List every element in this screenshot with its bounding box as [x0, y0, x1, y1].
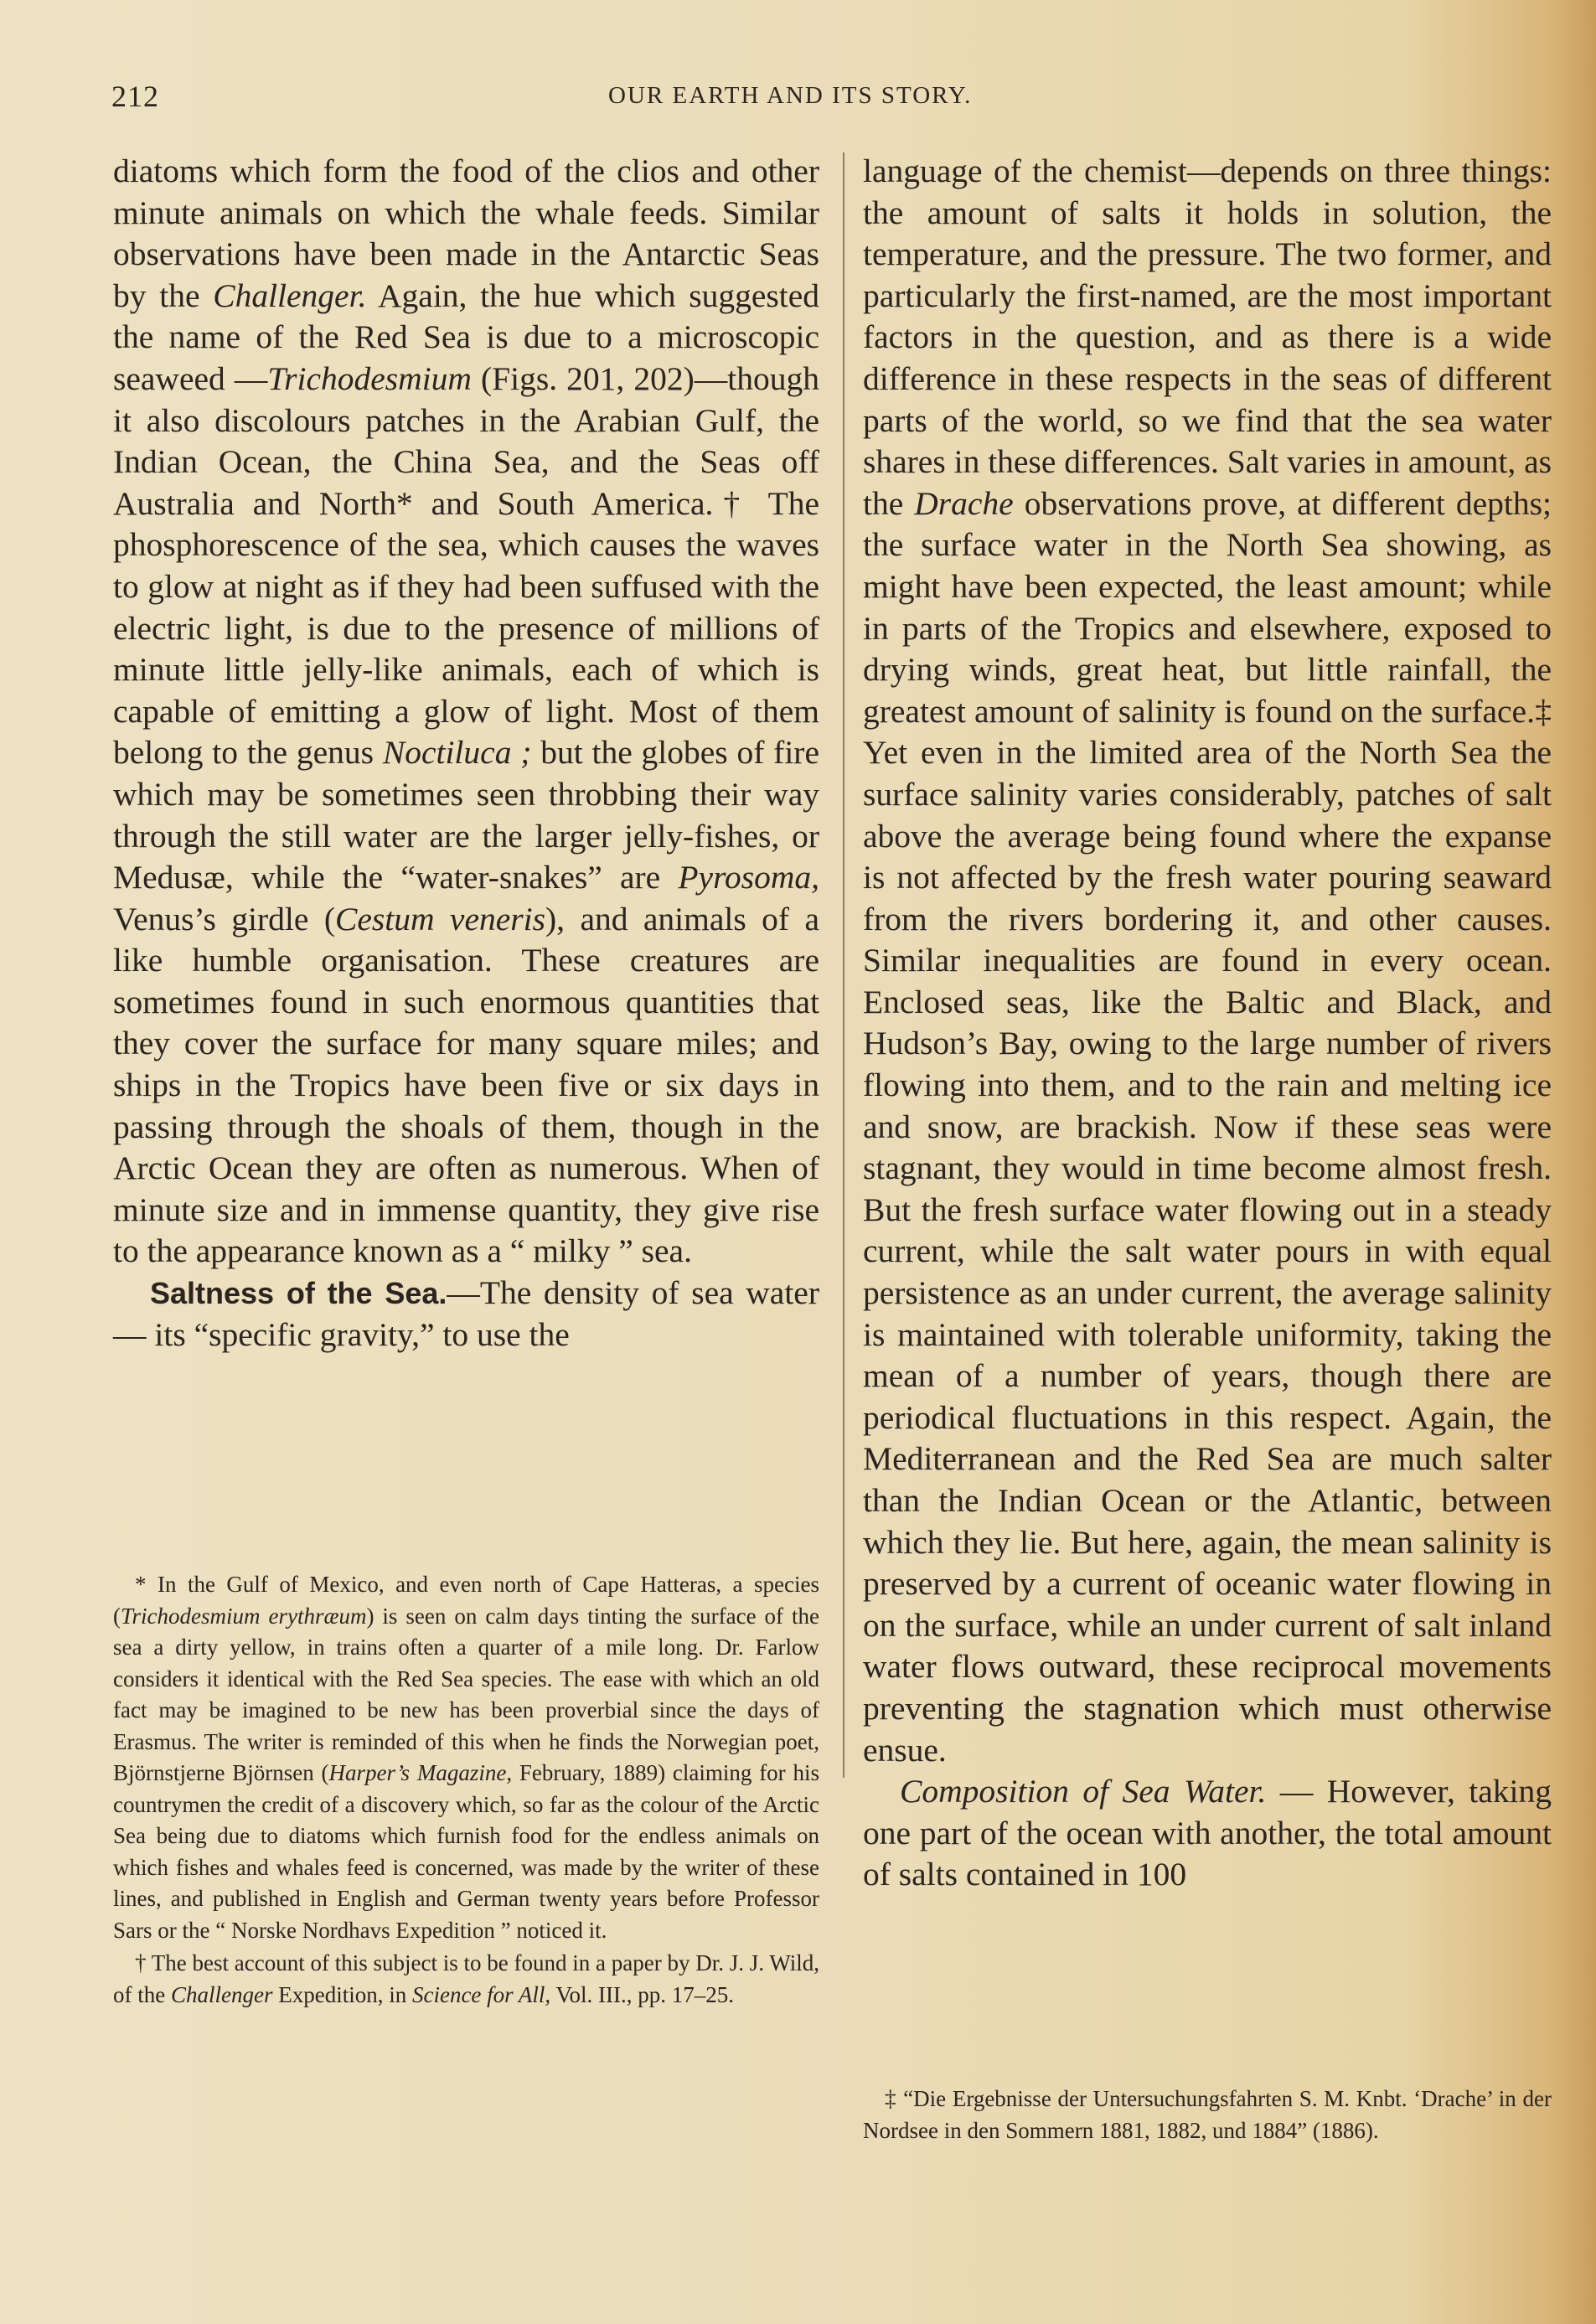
body-paragraph: Saltness of the Sea.—The density of sea water — its “specific gravity,” to use the: [113, 1274, 819, 1353]
footnote: ‡ “Die Ergebnisse der Untersuchungsfahrten S. M. Knbt. ‘Drache’ in der Nordsee in den Sommern 1881, 1882, und 1884” (1886).: [863, 2086, 1552, 2143]
ship-name: Challenger.: [213, 276, 367, 314]
left-column: [113, 151, 819, 1356]
genus-name: Noctiluca ;: [382, 734, 532, 772]
genus-name: Trichodesmium: [267, 359, 472, 397]
body-paragraph: language of the chemist—depends on three things: the amount of salts it holds in solution, the temperature, and the pressure. The two former, and particularly the first-named, are the most important factors in the question, and as there is a wide difference in these respects in the seas of different parts of the world, so we find that the sea water shares in these differences. Salt varies in amount, as the Drache observations prove, at different depths; the surface water in the North Sea showing, as might have been expected, the least amount; while in parts of the Tropics and elsewhere, exposed to drying winds, great heat, but little rainfall, the greatest amount of salinity is found on the surface.‡ Yet even in the limited area of the North Sea the surface salinity varies considerably, patches of salt above the average being found where the expanse is not affected by the fresh water pouring seaward from the rivers bordering it, and other causes. Similar inequalities are found in every ocean. Enclosed seas, like the Baltic and Black, and Hudson’s Bay, owing to the large number of rivers flowing into them, and to the rain and melting ice and snow, are brackish. Now if these seas were stagnant, they would in time become almost fresh. But the fresh surface water flowing out in a steady current, while the salt water pours in with equal persistence as an under current, the average salinity is maintained with tolerable uniformity, taking the mean of a number of years, though there are periodical fluctuations in this respect. Again, the Mediterranean and the Red Sea are much salter than the Indian Ocean or the Atlantic, between which they lie. But here, again, the mean salinity is preserved by a current of oceanic water flowing in on the surface, while an under current of salt inland water flows outward, these reciprocal movements preventing the stagnation which must otherwise ensue.: [863, 152, 1552, 1769]
body-paragraph: diatoms which form the food of the clios and other minute animals on which the whale feeds. Similar observations have been made in the Antarctic Seas by the Challenger. Again, the hue which suggested the name of the Red Sea is due to a microscopic seaweed —Trichodesmium (Figs. 201, 202)—though it also discolours patches in the Arabian Gulf, the Indian Ocean, the China Sea, and the Seas off Australia and North* and South America.† The phosphorescence of the sea, which causes the waves to glow at night as if they had been suffused with the electric light, is due to the presence of millions of minute little jelly-like animals, each of which is capable of emitting a glow of light. Most of them belong to the genus Noctiluca ; but the globes of fire which may be sometimes seen throbbing their way through the still water are the larger jelly-fishes, or Medusæ, while the “water-snakes” are Pyrosoma, Venus’s girdle (Cestum veneris), and animals of a like humble organisation. These creatures are sometimes found in such enormous quantities that they cover the surface for many square miles; and ships in the Tropics have been five or six days in passing through the shoals of them, though in the Arctic Ocean they are often as numerous. When of minute size and in immense quantity, they give rise to the appearance known as a “ milky ” sea.: [113, 152, 819, 1270]
footnotes-right: [863, 2084, 1552, 2148]
ship-name: Drache: [914, 484, 1014, 522]
section-heading: Saltness of the Sea.: [150, 1276, 447, 1311]
species-name: Cestum veneris: [335, 900, 545, 937]
footnote: * In the Gulf of Mexico, and even north of Cape Hatteras, a species (Trichodesmium erythræum) is seen on calm days tinting the surface of the sea a dirty yellow, in trains often a quarter of a mile long. Dr. Farlow considers it identical with the Red Sea species. The ease with which an old fact may be imagined to be new has been proverbial since the days of Erasmus. The writer is reminded of this when he finds the Norwegian poet, Björnstjerne Björnsen (Harper’s Magazine, February, 1889) claiming for his countrymen the credit of a discovery which, so far as the colour of the Arctic Sea being due to diatoms which furnish food for the endless animals on which fishes and whales feed is concerned, was made by the writer of these lines, and published in English and German twenty years before Professor Sars or the “ Norske Nordhavs Expedition ” noticed it.: [113, 1572, 819, 1943]
footnotes-left: [113, 1569, 819, 2012]
page-number: 212: [111, 80, 159, 113]
running-head: OUR EARTH AND ITS STORY.: [608, 82, 973, 109]
footnote: † The best account of this subject is to be found in a paper by Dr. J. J. Wild, of the Challenger Expedition, in Science for All, Vol. III., pp. 17–25.: [113, 1950, 819, 2007]
genus-name: Pyrosoma,: [678, 859, 819, 896]
column-rule: [843, 152, 844, 1778]
body-paragraph: Composition of Sea Water. — However, taking one part of the ocean with another, the total amount of salts contained in 100: [863, 1773, 1552, 1893]
right-column: [863, 151, 1552, 1896]
page-header: [111, 79, 1536, 121]
subheading: Composition of Sea Water.: [900, 1773, 1267, 1810]
